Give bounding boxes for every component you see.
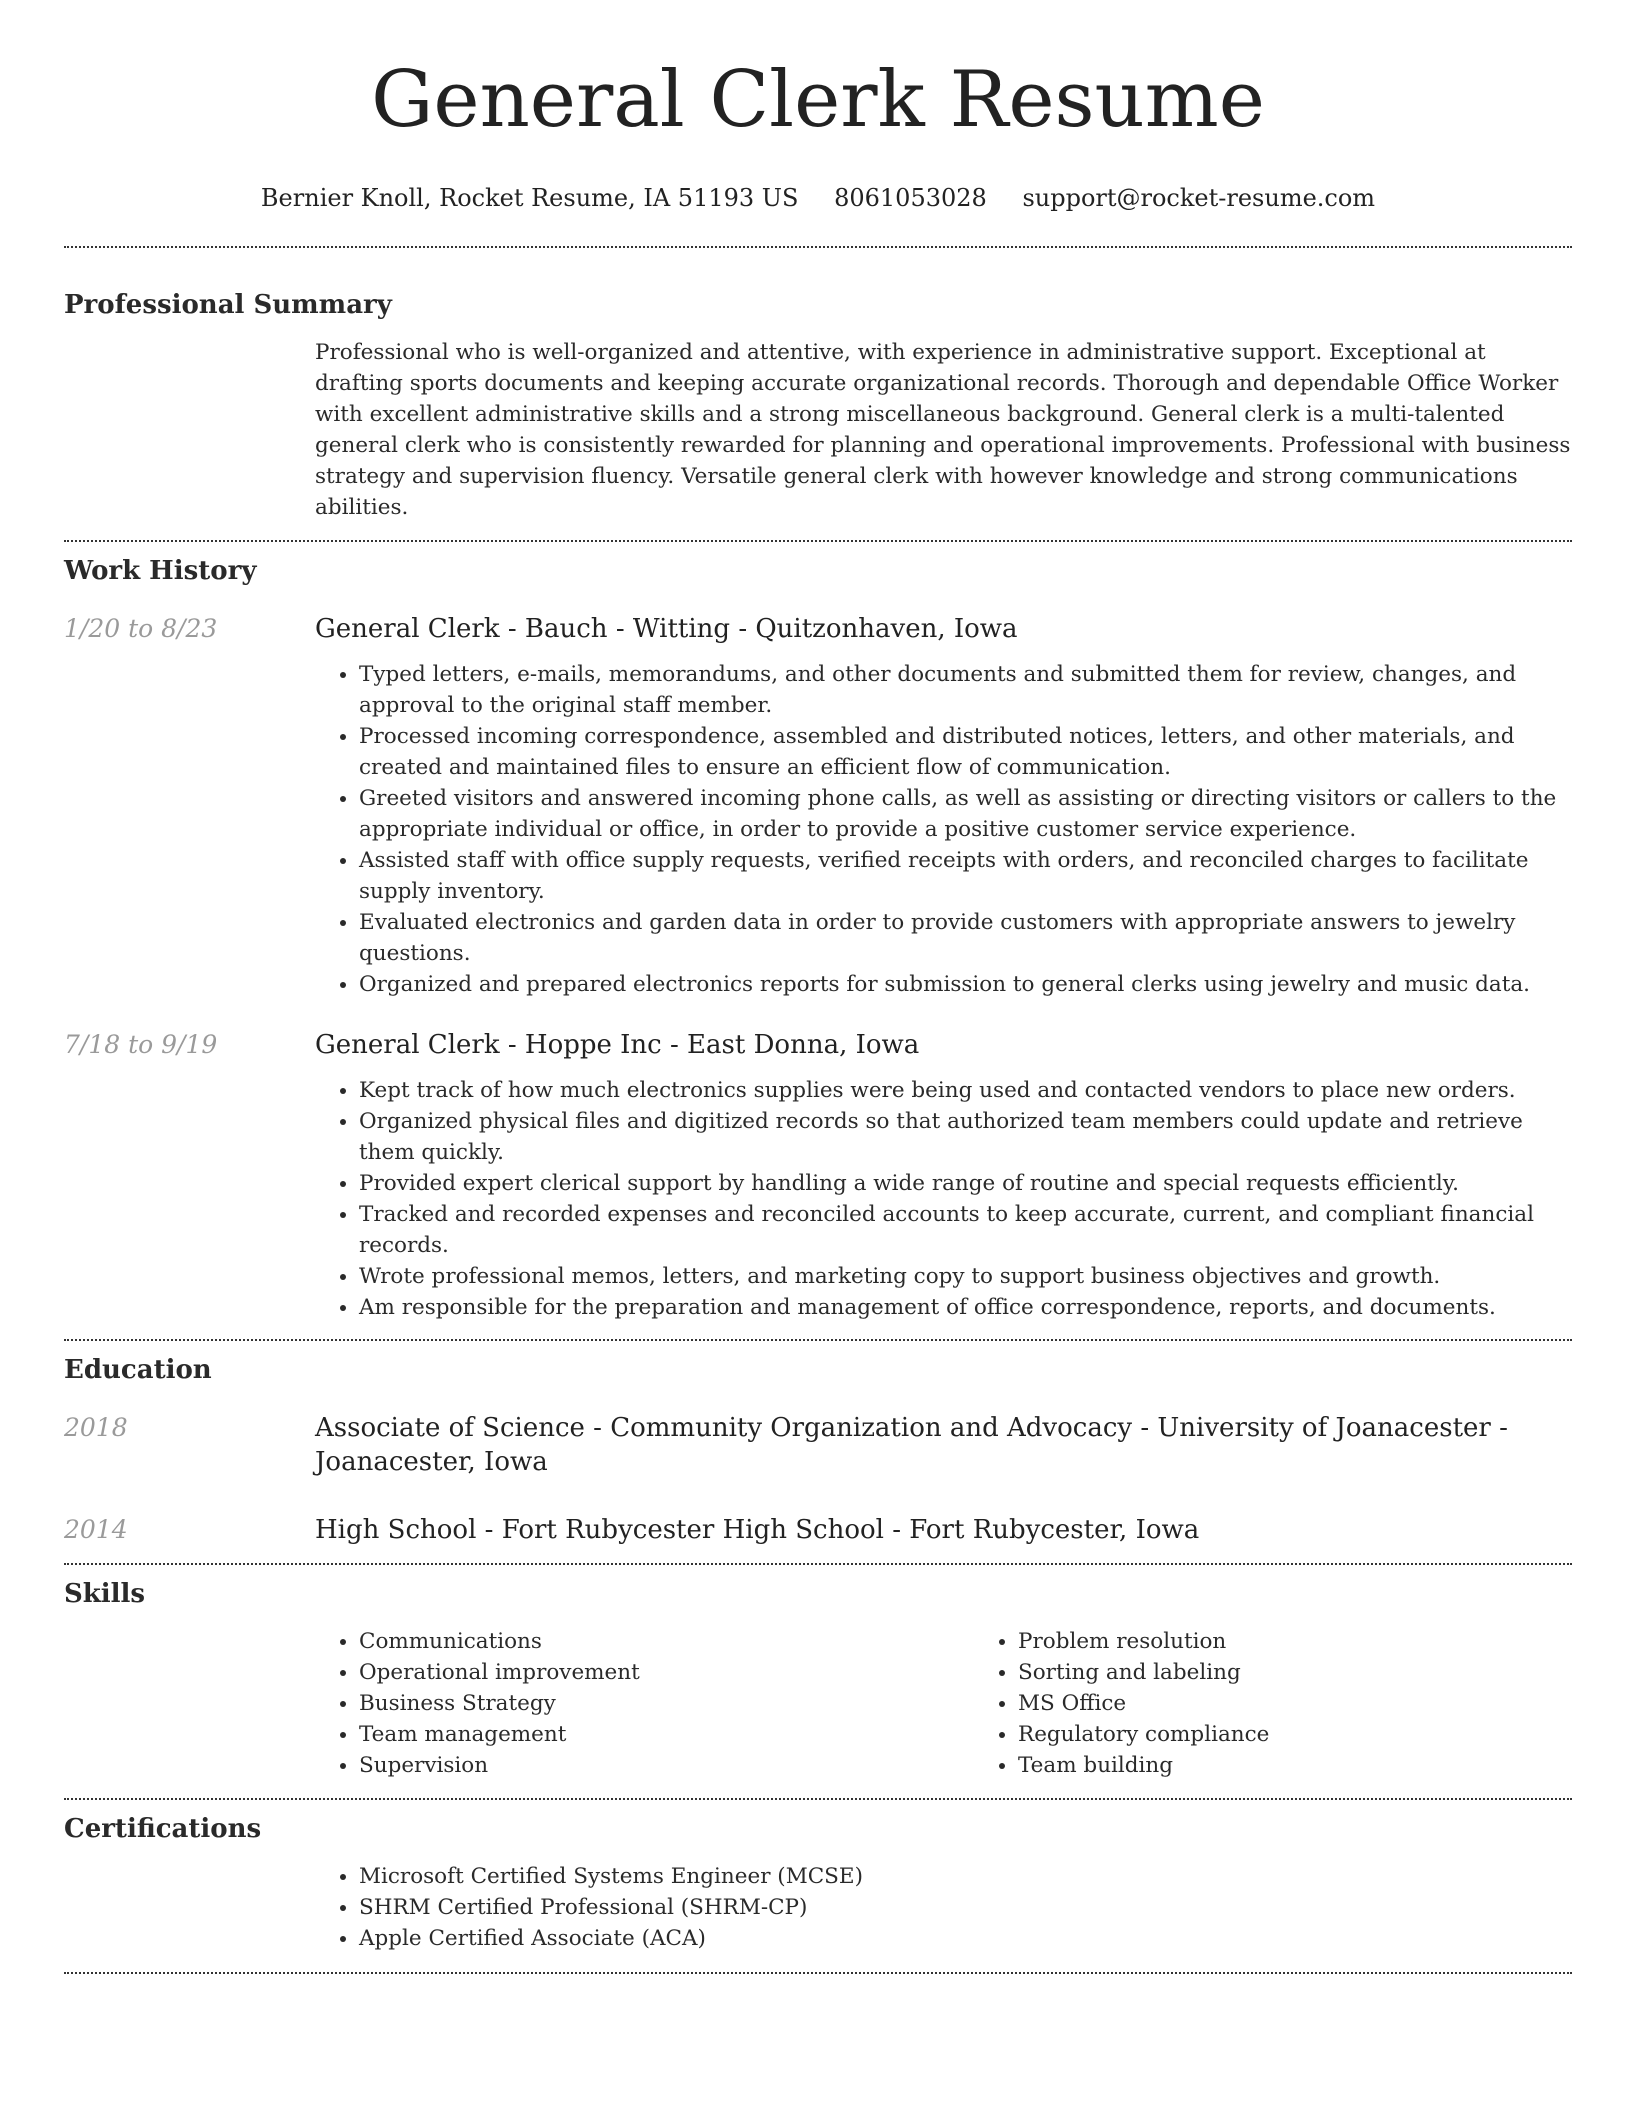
- divider: [64, 1972, 1572, 1974]
- list-item: • Am responsible for the preparation and management of office correspondence, reports, and documents.: [359, 1292, 1572, 1323]
- skills-list-left: [315, 1626, 974, 1781]
- list-item: • Evaluated electronics and garden data in order to provide customers with appropriate answers to jewelry questions.: [359, 907, 1572, 969]
- certification-item: • Microsoft Certified Systems Engineer (MCSE): [359, 1861, 1572, 1892]
- list-item: • Organized physical files and digitized records so that authorized team members could update and retrieve them quickly.: [359, 1106, 1572, 1168]
- job-dates: 7/18 to 9/19: [64, 1030, 218, 1059]
- job-title: General Clerk - Bauch - Witting - Quitzonhaven, Iowa: [315, 614, 1018, 644]
- list-item: • Kept track of how much electronics supplies were being used and contacted vendors to place new orders.: [359, 1075, 1572, 1106]
- section-heading-education: Education: [64, 1355, 212, 1385]
- education-year: 2014: [64, 1515, 128, 1544]
- education-text: Associate of Science - Community Organization and Advocacy - University of Joanacester - Joanacester, Iowa: [315, 1413, 1508, 1477]
- education-section: [64, 1353, 1572, 1547]
- certification-item: • SHRM Certified Professional (SHRM-CP): [359, 1892, 1572, 1923]
- section-heading-work: Work History: [64, 556, 257, 586]
- divider: [64, 246, 1572, 248]
- skills-list-right: [974, 1626, 1632, 1781]
- skill-item: • Operational improvement: [359, 1657, 974, 1688]
- list-item: • Tracked and recorded expenses and reconciled accounts to keep accurate, current, and compliant financial records.: [359, 1199, 1572, 1261]
- contact-phone: 8061053028: [834, 184, 987, 212]
- education-year: 2018: [64, 1413, 128, 1442]
- certifications-list: [315, 1861, 1572, 1954]
- skills-section: [64, 1577, 1572, 1781]
- section-heading-certifications: Certifications: [64, 1814, 262, 1844]
- skill-item: • Sorting and labeling: [1018, 1657, 1632, 1688]
- contact-info: [64, 182, 1572, 214]
- skill-item: • Business Strategy: [359, 1688, 974, 1719]
- certifications-section: [64, 1812, 1572, 1954]
- contact-address: Bernier Knoll, Rocket Resume, IA 51193 US: [260, 184, 799, 212]
- work-history-section: [64, 554, 1572, 1323]
- list-item: • Assisted staff with office supply requests, verified receipts with orders, and reconciled charges to facilitate supply inventory.: [359, 845, 1572, 907]
- list-item: • Organized and prepared electronics reports for submission to general clerks using jewelry and music data.: [359, 969, 1572, 1000]
- contact-email: support@rocket-resume.com: [1022, 184, 1376, 212]
- resume-page: [64, 0, 1572, 1974]
- education-text: High School - Fort Rubycester High School - Fort Rubycester, Iowa: [315, 1515, 1200, 1545]
- skill-item: • Team building: [1018, 1750, 1632, 1781]
- job-entry: [64, 1028, 1572, 1323]
- job-bullets: [315, 659, 1572, 1000]
- skill-item: • Communications: [359, 1626, 974, 1657]
- job-entry: [64, 612, 1572, 1000]
- divider: [64, 1339, 1572, 1341]
- skill-item: • Team management: [359, 1719, 974, 1750]
- education-entry: [64, 1513, 1572, 1547]
- resume-title: General Clerk Resume: [371, 55, 1265, 145]
- list-item: • Typed letters, e-mails, memorandums, and other documents and submitted them for review, changes, and approval to the original staff member.: [359, 659, 1572, 721]
- skill-item: • Problem resolution: [1018, 1626, 1632, 1657]
- divider: [64, 1563, 1572, 1565]
- job-dates: 1/20 to 8/23: [64, 614, 218, 643]
- summary-section: [64, 288, 1572, 523]
- divider: [64, 540, 1572, 542]
- job-title: General Clerk - Hoppe Inc - East Donna, Iowa: [315, 1030, 920, 1060]
- list-item: • Wrote professional memos, letters, and marketing copy to support business objectives and growth.: [359, 1261, 1572, 1292]
- summary-text: Professional who is well-organized and attentive, with experience in administrative support. Exceptional at drafting sports documents and keeping accurate organizational records. Thorough and dependable Office Worker with excellent administrative skills and a strong miscellaneous background. General clerk is a multi-talented general clerk who is consistently rewarded for planning and operational improvements. Professional with business strategy and supervision fluency. Versatile general clerk with however knowledge and strong communications abilities.: [315, 340, 1571, 520]
- list-item: • Provided expert clerical support by handling a wide range of routine and special requests efficiently.: [359, 1168, 1572, 1199]
- skill-item: • MS Office: [1018, 1688, 1632, 1719]
- section-heading-summary: Professional Summary: [64, 290, 392, 320]
- skill-item: • Supervision: [359, 1750, 974, 1781]
- job-bullets: [315, 1075, 1572, 1323]
- list-item: • Processed incoming correspondence, assembled and distributed notices, letters, and other materials, and created and maintained files to ensure an efficient flow of communication.: [359, 721, 1572, 783]
- certification-item: • Apple Certified Associate (ACA): [359, 1923, 1572, 1954]
- skill-item: • Regulatory compliance: [1018, 1719, 1632, 1750]
- section-heading-skills: Skills: [64, 1579, 146, 1609]
- list-item: • Greeted visitors and answered incoming phone calls, as well as assisting or directing visitors or callers to the appropriate individual or office, in order to provide a positive customer service experience.: [359, 783, 1572, 845]
- education-entry: [64, 1411, 1572, 1479]
- divider: [64, 1798, 1572, 1800]
